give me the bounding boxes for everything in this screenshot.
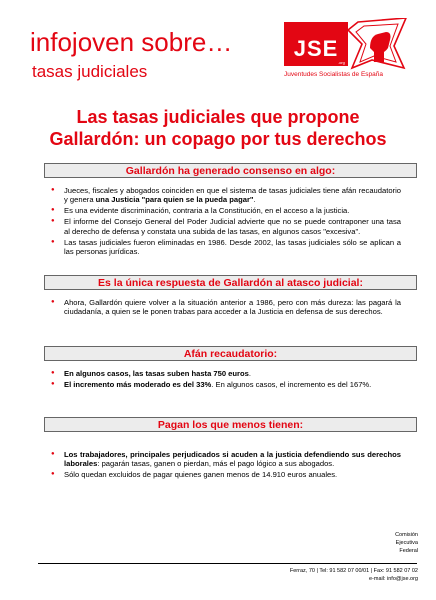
footer-committee-line-1: Comisión (395, 532, 418, 538)
list-item: ● En algunos casos, las tasas suben hasta 750 euros. (51, 369, 251, 378)
bullet-dot-icon: ● (51, 218, 55, 225)
section-body-pagan (51, 450, 401, 481)
list-item: ● Los trabajadores, principales perjudicados si acuden a la justicia defendiendo sus derechos laborales: pagarán tasas, ganen o pierdan, más el pago lógico a sus abogados. (51, 450, 401, 469)
section-body-consenso (51, 186, 401, 258)
list-item: ● Es una evidente discriminación, contraria a la Constitución, en el acceso a la justicia. (51, 206, 350, 216)
footer-contact (118, 567, 418, 583)
section-body-atasco (51, 298, 401, 318)
jse-logo (284, 18, 414, 88)
logo-box (284, 22, 348, 66)
logo-org-suffix: .org (338, 60, 345, 65)
logo-caption: Juventudes Socialistas de España (284, 71, 384, 78)
section-heading-atasco: Es la única respuesta de Gallardón al atasco judicial: (44, 275, 417, 290)
bullet-dot-icon: ● (51, 471, 55, 478)
footer-committee-line-3: Federal (399, 547, 418, 554)
header-subtitle: tasas judiciales (32, 62, 148, 81)
section-heading-pagan: Pagan los que menos tienen: (44, 417, 417, 432)
bullet-dot-icon: ● (51, 380, 55, 387)
footer-email[interactable]: e-mail: info@jse.org (369, 576, 418, 582)
footer-committee (358, 532, 418, 555)
bullet-dot-icon: ● (51, 207, 55, 214)
section-heading-consenso: Gallardón ha generado consenso en algo: (44, 163, 417, 178)
list-item: ● Sólo quedan excluidos de pagar quienes ganen menos de 14.910 euros anuales. (51, 470, 338, 480)
headline (20, 106, 416, 150)
footer-address: Ferraz, 70 | Tel: 91 582 07 00/01 | Fax: 91 582 07 02 (289, 568, 418, 574)
headline-line-1: Las tasas judiciales que propone (76, 107, 360, 127)
list-item: ● Ahora, Gallardón quiere volver a la situación anterior a 1986, pero con más dureza: las pagará la ciudadanía, a quien se le ponen trabas para acceder a la Justicia en defensa de sus derechos. (51, 298, 401, 317)
header-title: infojoven sobre… (30, 27, 233, 57)
list-item: ● Jueces, fiscales y abogados coinciden en que el sistema de tasas judiciales tiene afán recaudatorio y genera una Justicia "para quien se la pueda pagar". (51, 186, 401, 205)
star-fist-icon (348, 18, 410, 70)
logo-text: JSE (293, 36, 339, 61)
bullet-dot-icon: ● (51, 238, 55, 245)
footer-committee-line-2: Ejecutiva (395, 539, 418, 546)
list-item: ● El incremento más moderado es del 33%. En algunos casos, el incremento es del 167%. (51, 379, 372, 389)
bullet-dot-icon: ● (51, 370, 55, 376)
footer-divider (38, 563, 417, 564)
headline-line-2: Gallardón: un copago por tus derechos (49, 129, 387, 149)
list-item: ● El informe del Consejo General del Poder Judicial advierte que no se puede contraponer una tasa al derecho de defensa y constata una subida de las tasas, en algunos casos "excesiva". (51, 217, 401, 236)
bullet-dot-icon: ● (51, 451, 55, 457)
list-item: ● Las tasas judiciales fueron eliminadas en 1986. Desde 2002, las tasas judiciales sólo se aplican a las personas jurídicas. (51, 237, 401, 256)
section-body-recaudatorio (51, 369, 401, 391)
section-heading-recaudatorio: Afán recaudatorio: (44, 346, 417, 361)
bullet-dot-icon: ● (51, 187, 55, 193)
bullet-dot-icon: ● (51, 299, 55, 305)
